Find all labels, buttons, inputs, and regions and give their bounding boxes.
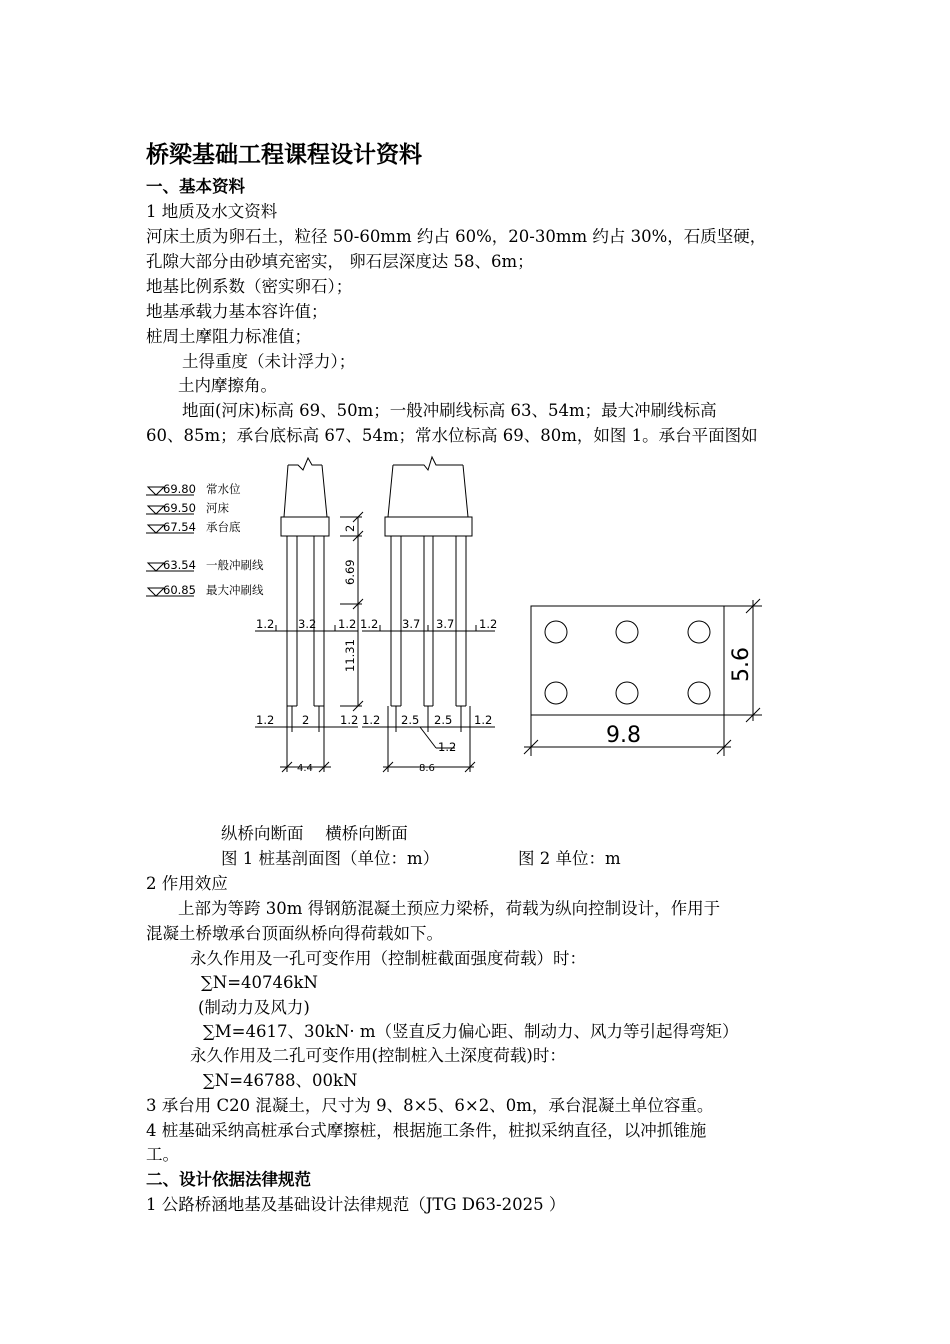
para-elevation-2: 60、85m；承台底标高 67、54m；常水位标高 69、80m，如图 1。承台平面图如: [146, 426, 758, 445]
dim-label: 1.2: [340, 713, 359, 727]
level-value: 67.54: [163, 520, 196, 534]
level-label: 一般冲刷线: [206, 558, 264, 572]
dim-cap-thickness: 2: [343, 524, 357, 532]
dim-label: 3.2: [298, 617, 317, 631]
plan-width-label: 9.8: [606, 723, 641, 748]
pile-circle: [545, 682, 567, 704]
figure-1-caption: 图 1 桩基剖面图（单位：m）: [221, 849, 440, 868]
pile-circle: [688, 621, 710, 643]
dim-label: 3.7: [402, 617, 421, 631]
pile-circle: [545, 621, 567, 643]
load-n1: ∑N=40746kN: [201, 973, 318, 992]
para-friction: 桩周土摩阻力标准值；: [146, 327, 311, 346]
dim-embedded-length: 11.31: [343, 639, 357, 672]
para-elevation-1: 地面(河床)标高 69、50m；一般冲刷线标高 63、54m；最大冲刷线标高: [182, 401, 717, 420]
dim-label: 1.2: [479, 617, 498, 631]
document-title: 桥梁基础工程课程设计资料: [146, 142, 422, 168]
para-weight: 土得重度（未计浮力）；: [182, 352, 356, 371]
para-superstructure-1: 上部为等跨 30m 得钢筋混凝土预应力梁桥，荷载为纵向控制设计，作用于: [178, 899, 721, 918]
para-bearing: 地基承载力基本容许值；: [146, 302, 328, 321]
para-load-case-1: 永久作用及一孔可变作用（控制桩截面强度荷载）时：: [190, 949, 586, 968]
section-heading-codes: 二、设计依据法律规范: [146, 1170, 311, 1189]
pile-cap-plan: [524, 599, 762, 756]
dim-label: 2.5: [434, 713, 453, 727]
para-angle: 土内摩擦角。: [178, 376, 277, 395]
dim-label: 1.2: [438, 740, 457, 754]
figure-caption-sections: 纵桥向断面 横桥向断面: [221, 824, 408, 843]
para-braking: (制动力及风力): [198, 998, 310, 1017]
level-value: 69.80: [163, 482, 196, 496]
dim-label: 1.2: [362, 713, 381, 727]
dim-label: 1.2: [360, 617, 379, 631]
dim-label: 2: [302, 713, 310, 727]
load-m: ∑M=4617、30kN· m（竖直反力偏心距、制动力、风力等引起得弯矩）: [203, 1022, 739, 1041]
dim-label: 3.7: [436, 617, 455, 631]
para-load-case-2: 永久作用及二孔可变作用(控制桩入土深度荷载)时：: [190, 1046, 566, 1065]
level-value: 63.54: [163, 558, 196, 572]
subsection-actions: 2 作用效应: [146, 874, 228, 893]
load-n2: ∑N=46788、00kN: [203, 1071, 358, 1090]
subsection-geology: 1 地质及水文资料: [146, 202, 278, 221]
para-soil-2: 孔隙大部分由砂填充密实， 卵石层深度达 58、6m；: [146, 252, 534, 271]
para-superstructure-2: 混凝土桥墩承台顶面纵桥向得荷载如下。: [146, 924, 443, 943]
para-soil-1: 河床土质为卵石土，粒径 50-60mm 约占 60%，20-30mm 约占 30%，石质坚硬，: [146, 227, 767, 246]
dim-label: 1.2: [474, 713, 493, 727]
para-ratio: 地基比例系数（密实卵石）；: [146, 277, 353, 296]
plan-height-label: 5.6: [729, 647, 754, 682]
pile-circle: [688, 682, 710, 704]
section-heading-basic-data: 一、基本资料: [146, 177, 245, 196]
pile-circle: [616, 621, 638, 643]
dim-free-length: 6.69: [343, 559, 357, 585]
dim-label: 1.2: [256, 617, 275, 631]
para-pile-type-1: 4 桩基础采纳高桩承台式摩擦桩，根据施工条件，桩拟采纳直径，以冲抓锥施: [146, 1121, 707, 1140]
para-pile-type-2: 工。: [146, 1145, 179, 1164]
para-cap-concrete: 3 承台用 C20 混凝土，尺寸为 9、8×5、6×2、0m，承台混凝土单位容重。: [146, 1096, 714, 1115]
pile-circle: [616, 682, 638, 704]
dim-label: 4.4: [297, 763, 313, 774]
dim-label: 1.2: [256, 713, 275, 727]
level-label: 河床: [206, 501, 229, 515]
para-code-1: 1 公路桥涵地基及基础设计法律规范（JTG D63-2025 ）: [146, 1195, 566, 1214]
level-value: 60.85: [163, 583, 196, 597]
level-label: 最大冲刷线: [206, 583, 264, 597]
dim-label: 1.2: [338, 617, 357, 631]
level-value: 69.50: [163, 501, 196, 515]
figure-2-caption: 图 2 单位：m: [518, 849, 621, 868]
level-label: 承台底: [206, 520, 241, 534]
dim-label: 2.5: [401, 713, 420, 727]
dim-label: 8.6: [419, 763, 435, 774]
level-label: 常水位: [206, 482, 241, 496]
